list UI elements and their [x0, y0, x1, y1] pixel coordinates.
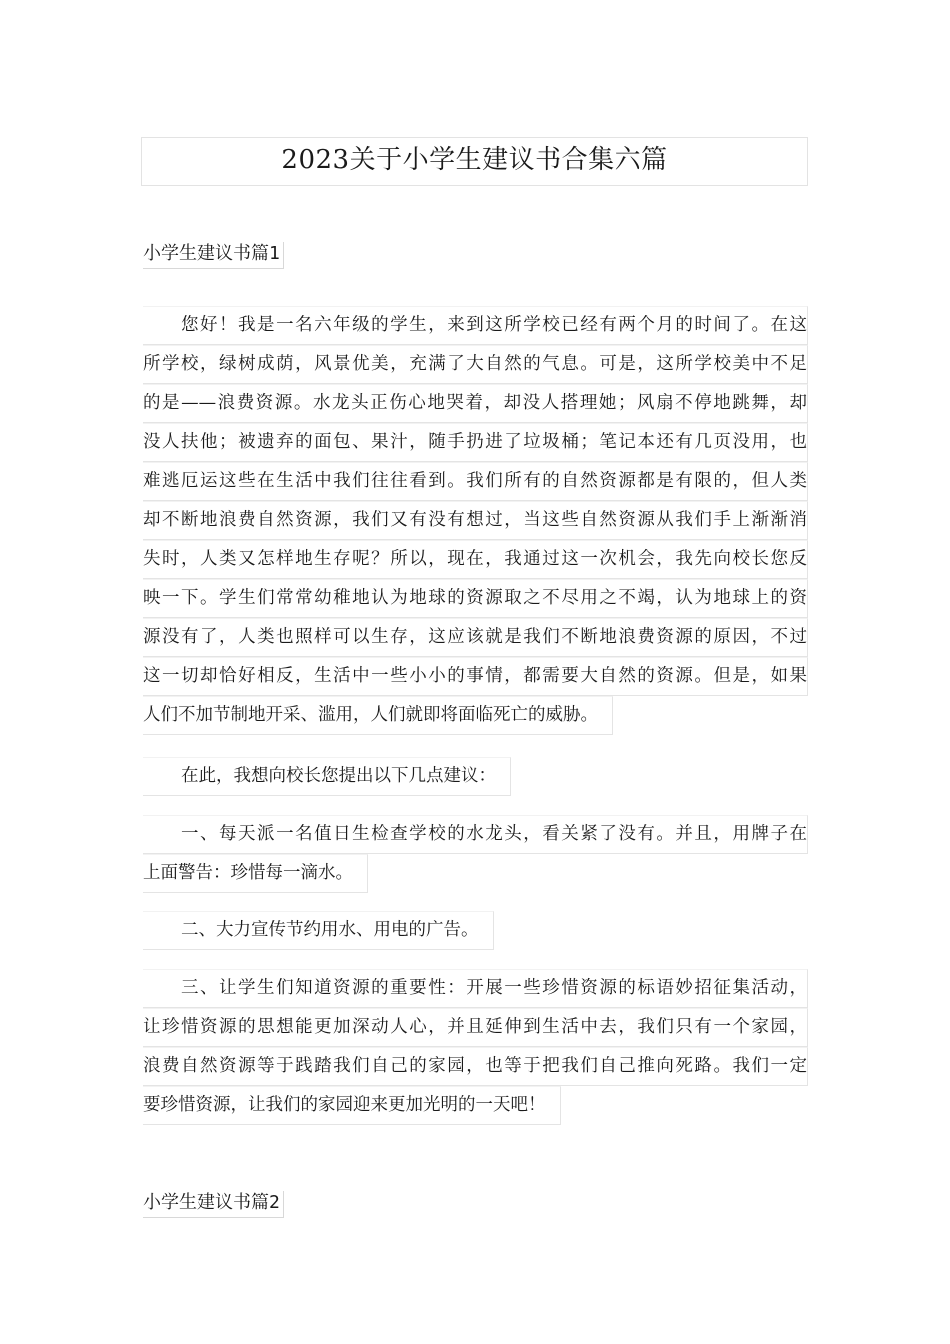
paragraph-line: 没人扶他；被遗弃的面包、果汁，随手扔进了垃圾桶；笔记本还有几页没用，也	[143, 423, 808, 462]
paragraph-line: 人们不加节制地开采、滥用，人们就即将面临死亡的威胁。	[143, 696, 613, 735]
paragraph-line: 二、大力宣传节约用水、用电的广告。	[143, 911, 494, 950]
paragraph-line: 在此，我想向校长您提出以下几点建议：	[143, 757, 511, 796]
paragraph-line: 要珍惜资源，让我们的家园迎来更加光明的一天吧！	[143, 1086, 561, 1125]
paragraph-line: 一、每天派一名值日生检查学校的水龙头，看关紧了没有。并且，用牌子在	[143, 815, 808, 854]
document-title: 2023关于小学生建议书合集六篇	[141, 137, 808, 186]
paragraph-2	[143, 757, 808, 800]
paragraph-line: 的是——浪费资源。水龙头正伤心地哭着，却没人搭理她；风扇不停地跳舞，却	[143, 384, 808, 423]
paragraph-line: 上面警告：珍惜每一滴水。	[143, 854, 368, 893]
section-heading-2: 小学生建议书篇2	[143, 1191, 284, 1218]
paragraph-line: 映一下。学生们常常幼稚地认为地球的资源取之不尽用之不竭，认为地球上的资	[143, 579, 808, 618]
paragraph-line: 您好！我是一名六年级的学生，来到这所学校已经有两个月的时间了。在这	[143, 306, 808, 345]
paragraph-5	[143, 969, 808, 1129]
paragraph-3	[143, 815, 808, 897]
paragraph-line: 浪费自然资源等于践踏我们自己的家园，也等于把我们自己推向死路。我们一定	[143, 1047, 808, 1086]
paragraph-line: 让珍惜资源的思想能更加深动人心，并且延伸到生活中去，我们只有一个家园，	[143, 1008, 808, 1047]
paragraph-line: 源没有了，人类也照样可以生存，这应该就是我们不断地浪费资源的原因，不过	[143, 618, 808, 657]
paragraph-line: 难逃厄运这些在生活中我们往往看到。我们所有的自然资源都是有限的，但人类	[143, 462, 808, 501]
paragraph-line: 却不断地浪费自然资源，我们又有没有想过，当这些自然资源从我们手上渐渐消	[143, 501, 808, 540]
paragraph-4	[143, 911, 808, 954]
paragraph-line: 这一切却恰好相反，生活中一些小小的事情，都需要大自然的资源。但是，如果	[143, 657, 808, 696]
paragraph-1	[143, 306, 808, 739]
paragraph-line: 失时，人类又怎样地生存呢？所以，现在，我通过这一次机会，我先向校长您反	[143, 540, 808, 579]
section-heading-1: 小学生建议书篇1	[143, 242, 284, 269]
paragraph-line: 三、让学生们知道资源的重要性：开展一些珍惜资源的标语妙招征集活动，	[143, 969, 808, 1008]
paragraph-line: 所学校，绿树成荫，风景优美，充满了大自然的气息。可是，这所学校美中不足	[143, 345, 808, 384]
